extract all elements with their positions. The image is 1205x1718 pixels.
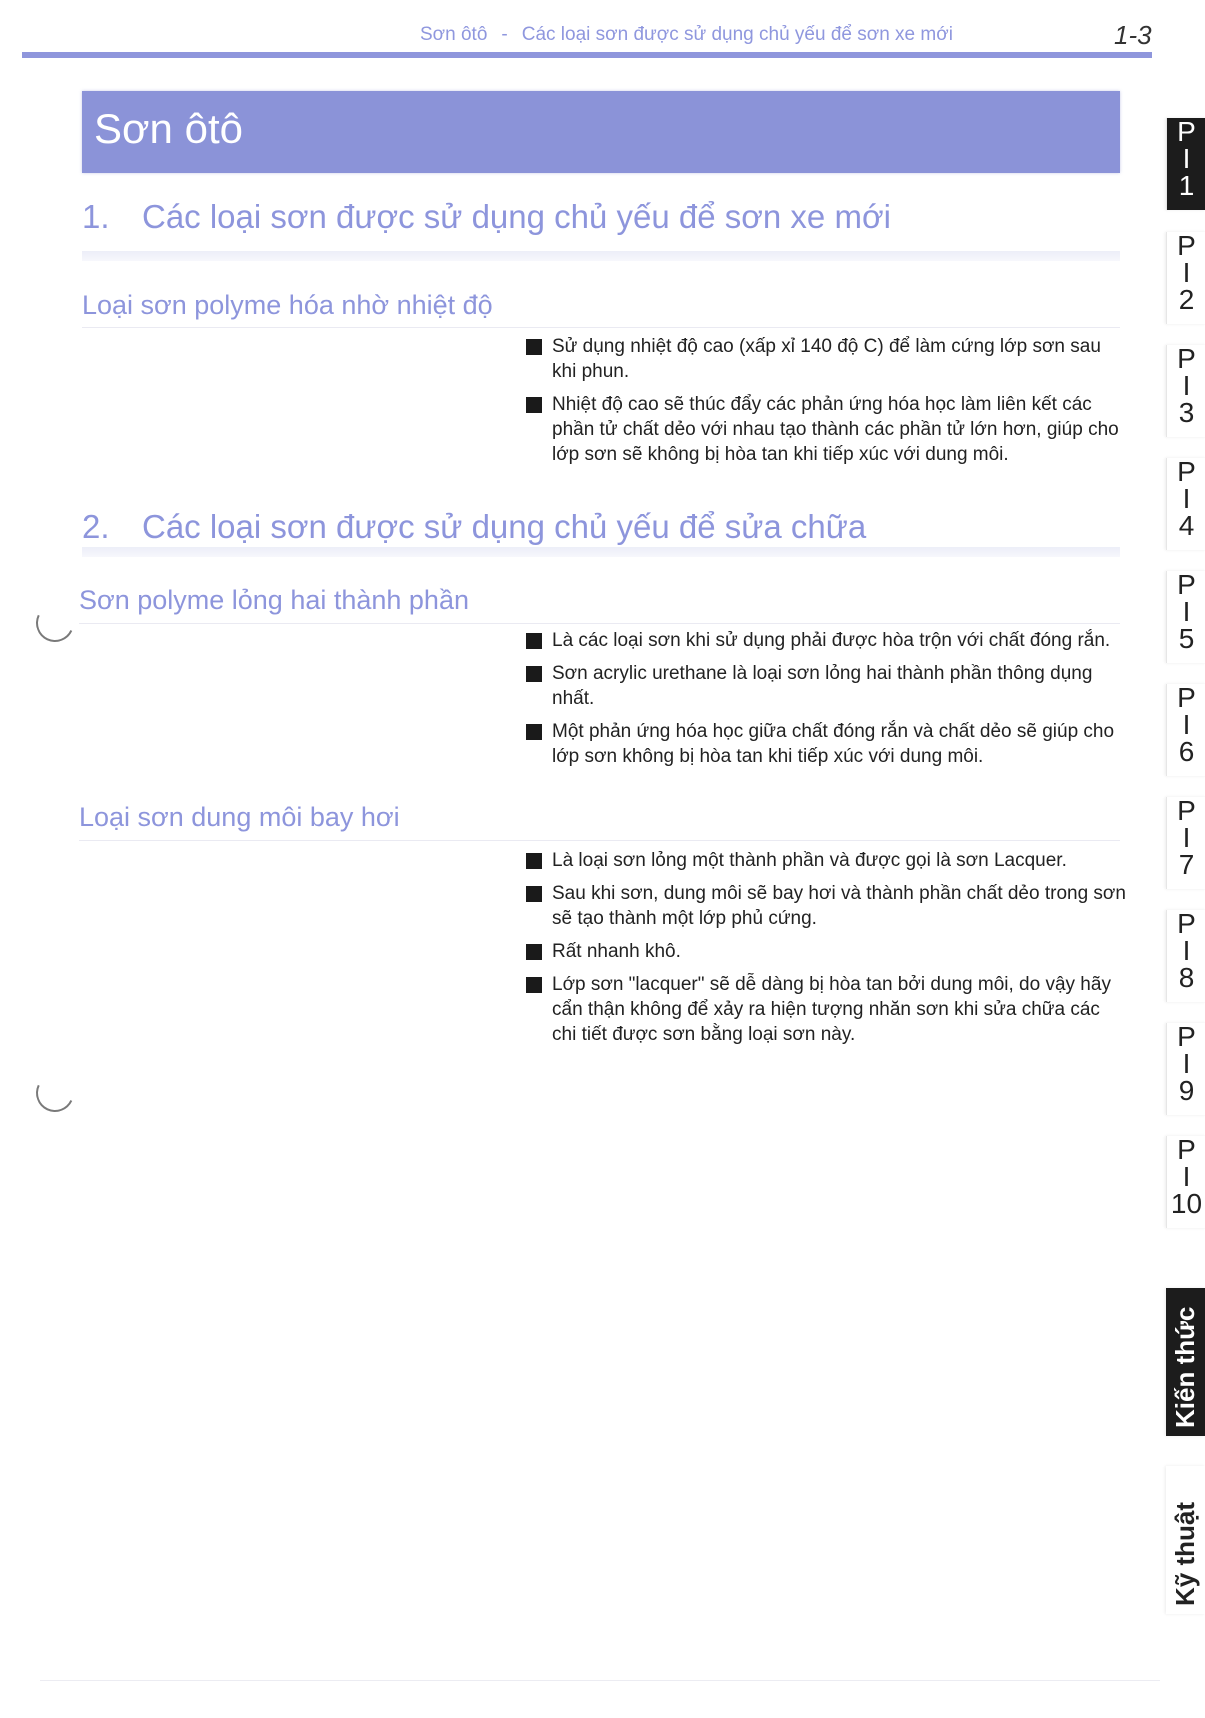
- title-band: [82, 91, 1120, 173]
- list-item: Rất nhanh khô.: [526, 939, 1126, 964]
- subsection-2-1-heading: Sơn polyme lỏng hai thành phần: [79, 585, 469, 615]
- bullet-square: [526, 339, 542, 355]
- section-1-title: Các loại sơn được sử dụng chủ yếu để sơn xe mới: [142, 198, 891, 235]
- subsection-2-1-list: [526, 628, 1126, 777]
- side-tab-p7[interactable]: P I 7: [1166, 797, 1205, 889]
- bullet-square: [526, 853, 542, 869]
- subsection-2-2-list: [526, 848, 1126, 1055]
- running-header: [420, 22, 1065, 48]
- page-number: 1-3: [1114, 20, 1152, 50]
- bullet-square: [526, 397, 542, 413]
- header-separator: -: [501, 24, 508, 45]
- section-2-heading: [82, 503, 1120, 551]
- side-tab-p8[interactable]: P I 8: [1166, 910, 1205, 1002]
- bullet-square: [526, 886, 542, 902]
- section-2-rule: [82, 547, 1120, 557]
- section-2-number: 2.: [82, 508, 110, 545]
- header-rule: [22, 52, 1152, 58]
- side-tab-p10[interactable]: P I 10: [1166, 1136, 1205, 1228]
- list-item: Lớp sơn "lacquer" sẽ dễ dàng bị hòa tan bởi dung môi, do vậy hãy cẩn thận không để xảy ra hiện tượng nhăn sơn khi sửa chữa các chi tiết được sơn bằng loại sơn này.: [526, 972, 1126, 1047]
- header-section: Sơn ôtô: [420, 24, 488, 45]
- binder-hole: [31, 599, 80, 648]
- list-item: Nhiệt độ cao sẽ thúc đẩy các phản ứng hóa học làm liên kết các phần tử chất dẻo với nhau tạo thành các phần tử lớn hơn, giúp cho lớp sơn sẽ không bị hòa tan khi tiếp xúc với dung môi.: [526, 392, 1126, 467]
- list-item: Là các loại sơn khi sử dụng phải được hòa trộn với chất đóng rắn.: [526, 628, 1126, 653]
- section-2-title: Các loại sơn được sử dụng chủ yếu để sửa chữa: [142, 508, 867, 545]
- side-tab-p3[interactable]: P I 3: [1166, 345, 1205, 437]
- bullet-square: [526, 977, 542, 993]
- header-subtitle: Các loại sơn được sử dụng chủ yếu để sơn xe mới: [521, 24, 953, 45]
- subsection-2-1-rule: [79, 623, 1120, 624]
- bullet-square: [526, 724, 542, 740]
- subsection-1-1-list: [526, 334, 1126, 475]
- list-item: Sau khi sơn, dung môi sẽ bay hơi và thành phần chất dẻo trong sơn sẽ tạo thành một lớp phủ cứng.: [526, 881, 1126, 931]
- list-item: Sơn acrylic urethane là loại sơn lỏng hai thành phần thông dụng nhất.: [526, 661, 1126, 711]
- bullet-square: [526, 944, 542, 960]
- footer-rule: [40, 1680, 1160, 1681]
- side-tab-p9[interactable]: P I 9: [1166, 1023, 1205, 1115]
- binder-hole: [31, 1069, 80, 1118]
- subsection-1-1-heading: Loại sơn polyme hóa nhờ nhiệt độ: [82, 290, 493, 320]
- list-item: Là loại sơn lỏng một thành phần và được gọi là sơn Lacquer.: [526, 848, 1126, 873]
- side-tab-p6[interactable]: P I 6: [1166, 684, 1205, 776]
- side-tab-p2[interactable]: P I 2: [1166, 232, 1205, 324]
- side-tab-kien-thuc[interactable]: Kiến thức: [1166, 1288, 1205, 1436]
- subsection-2-2-rule: [79, 840, 1120, 841]
- subsection-1-1-rule: [82, 327, 1120, 328]
- side-tab-ky-thuat[interactable]: Kỹ thuật: [1166, 1466, 1205, 1614]
- section-1-heading: [82, 193, 1120, 241]
- side-tab-p4[interactable]: P I 4: [1166, 458, 1205, 550]
- bullet-square: [526, 666, 542, 682]
- side-tab-p1[interactable]: P I 1: [1166, 118, 1205, 210]
- list-item: Sử dụng nhiệt độ cao (xấp xỉ 140 độ C) để làm cứng lớp sơn sau khi phun.: [526, 334, 1126, 384]
- subsection-2-2-heading: Loại sơn dung môi bay hơi: [79, 802, 400, 832]
- section-1-rule: [82, 251, 1120, 261]
- page-title: Sơn ôtô: [94, 105, 243, 152]
- list-item: Một phản ứng hóa học giữa chất đóng rắn và chất dẻo sẽ giúp cho lớp sơn không bị hòa tan khi tiếp xúc với dung môi.: [526, 719, 1126, 769]
- section-1-number: 1.: [82, 198, 110, 235]
- side-tab-p5[interactable]: P I 5: [1166, 571, 1205, 663]
- bullet-square: [526, 633, 542, 649]
